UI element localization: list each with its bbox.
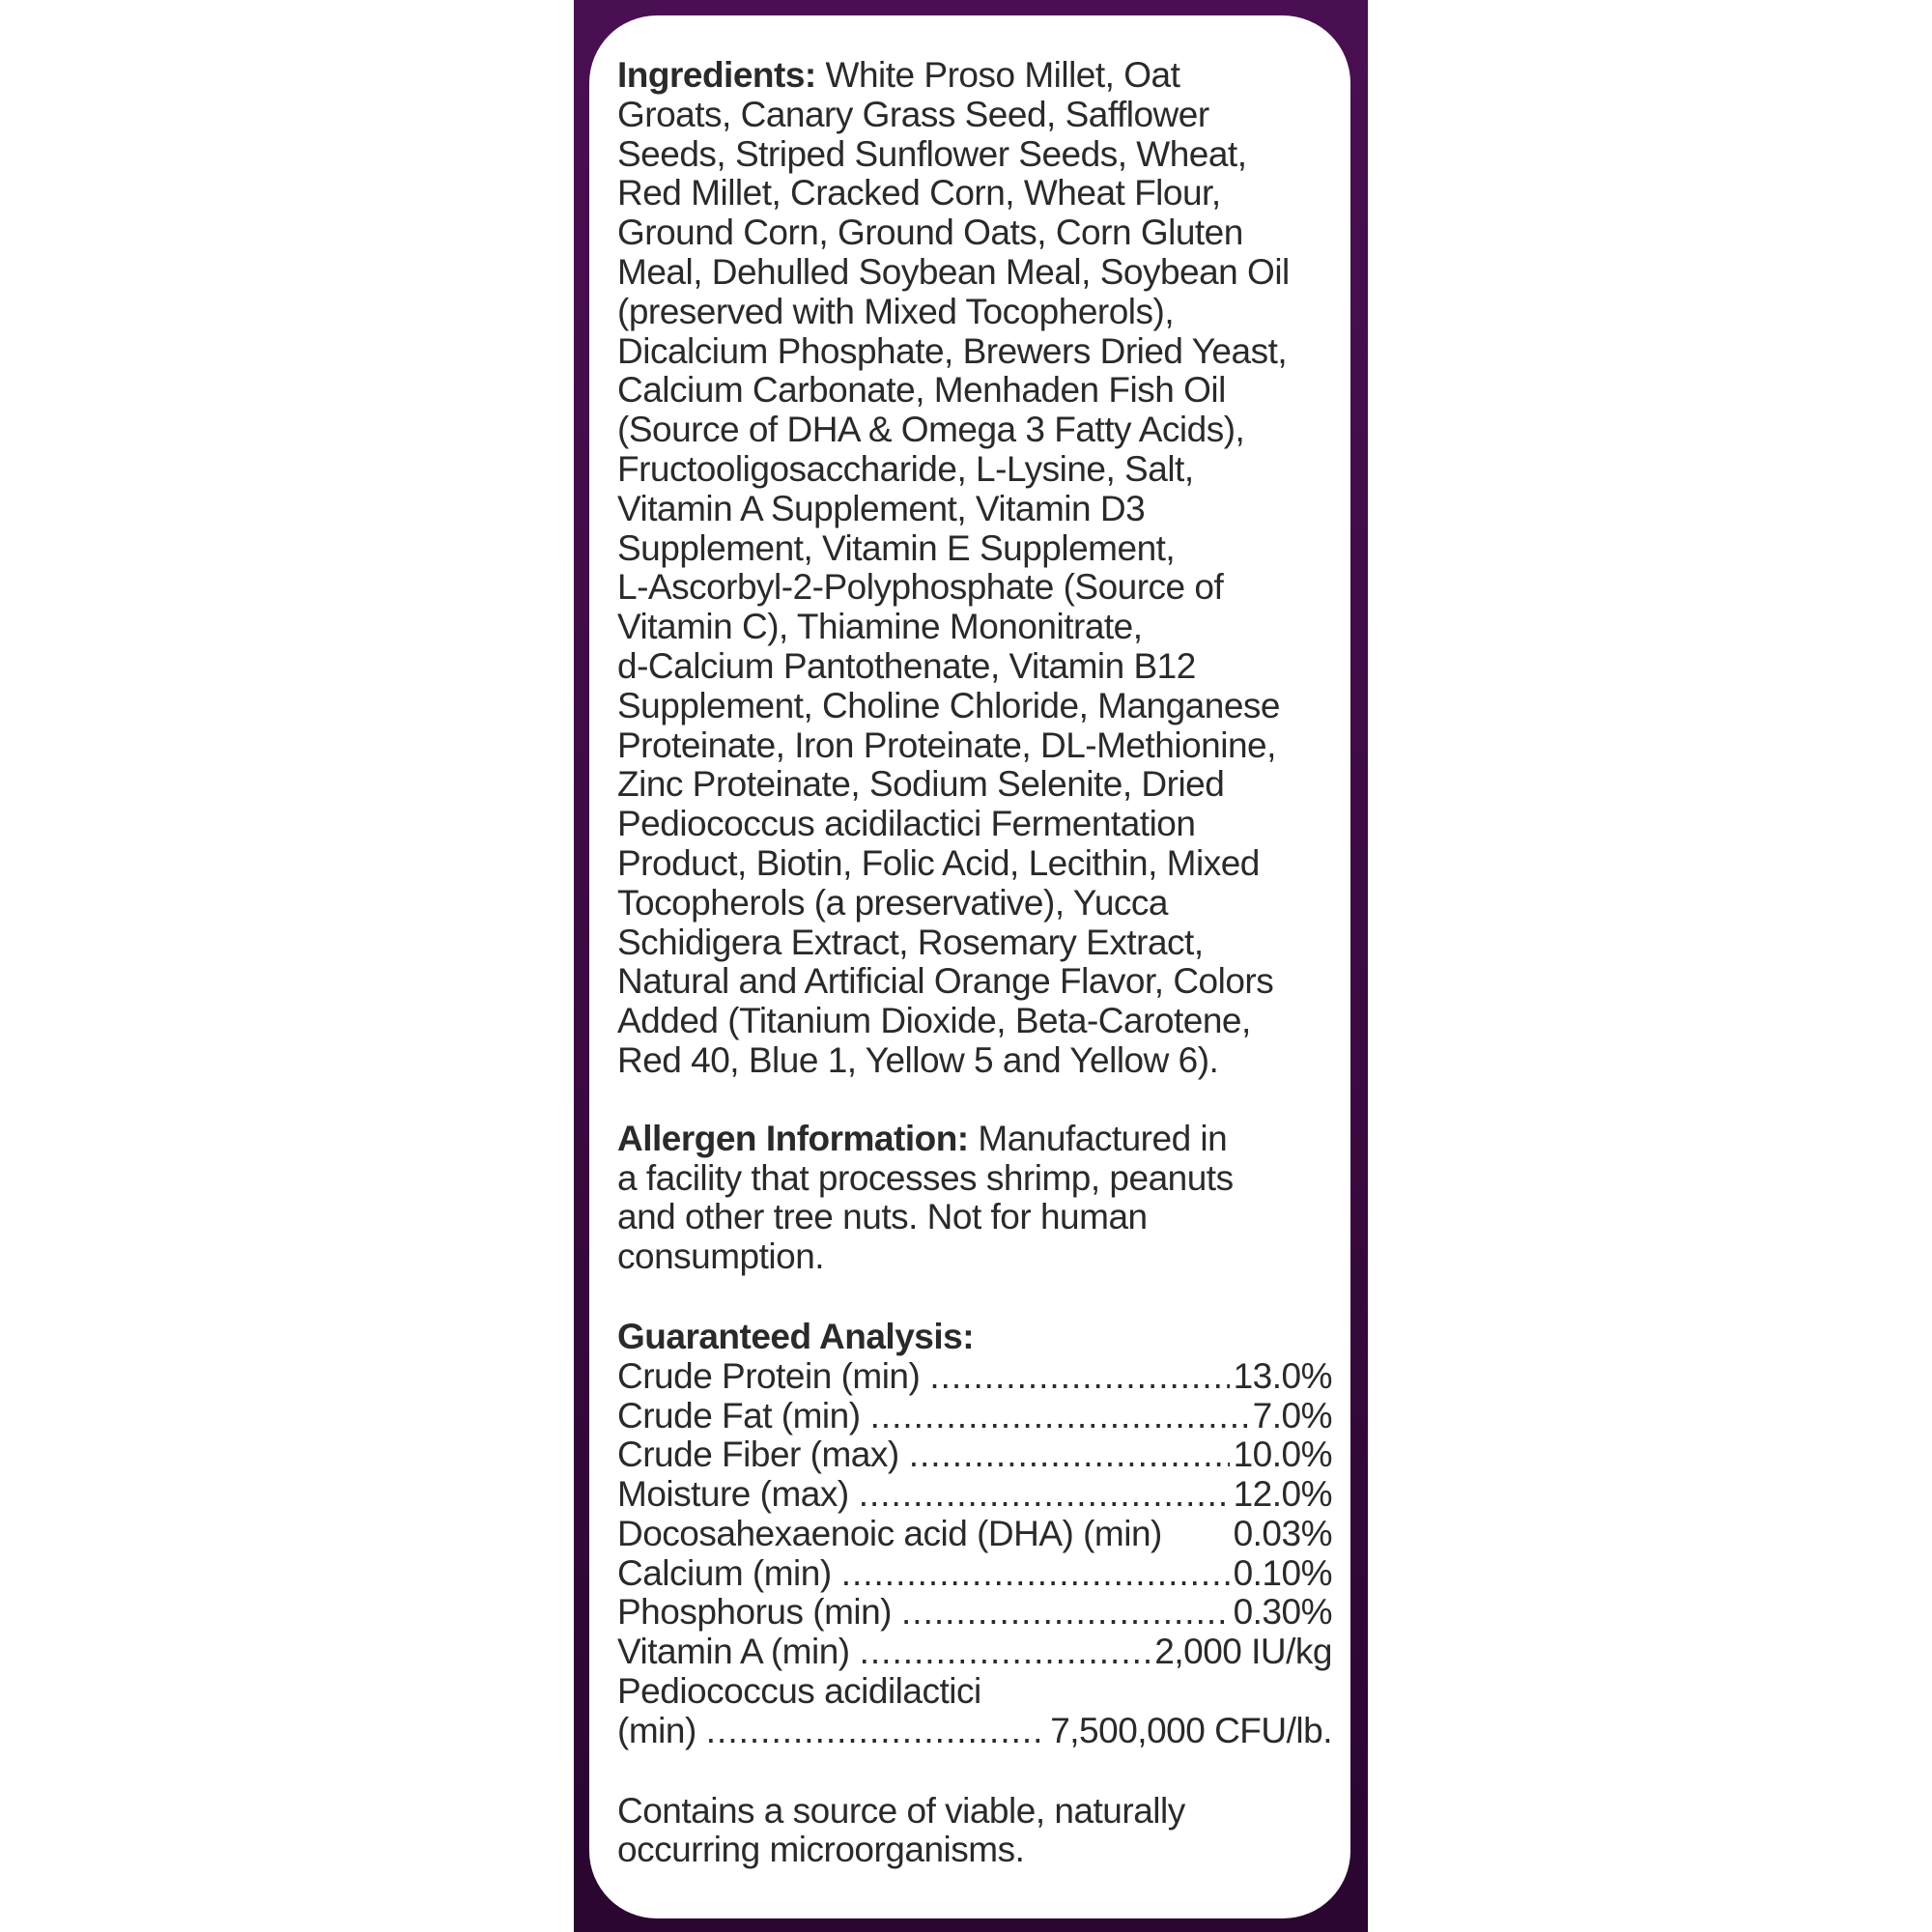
analysis-label: (min) — [617, 1711, 696, 1750]
microorganisms-note — [617, 1792, 1332, 1871]
analysis-row — [617, 1435, 1332, 1475]
ingredients-section — [617, 56, 1332, 1081]
analysis-value: 0.30% — [1233, 1593, 1332, 1633]
allergen-heading: Allergen Information: — [617, 1118, 969, 1158]
analysis-row — [617, 1397, 1332, 1436]
analysis-value: 13.0% — [1233, 1356, 1332, 1396]
analysis-row — [617, 1554, 1332, 1594]
analysis-value: 12.0% — [1233, 1475, 1332, 1515]
analysis-label: Crude Fat (min) — [617, 1396, 861, 1435]
analysis-value: 0.10% — [1233, 1553, 1332, 1593]
guaranteed-analysis-heading: Guaranteed Analysis: — [617, 1316, 975, 1356]
analysis-label: Docosahexaenoic acid (DHA) (min) — [617, 1514, 1162, 1553]
analysis-row — [617, 1593, 1332, 1633]
guaranteed-analysis-section — [617, 1318, 1332, 1751]
ingredients-paragraph — [617, 56, 1332, 1081]
analysis-value: 10.0% — [1233, 1435, 1332, 1475]
dot-leader — [860, 1633, 1151, 1672]
analysis-label: Phosphorus (min) — [617, 1593, 893, 1633]
allergen-text: Manufactured in a facility that processes shrimp, peanuts and other tree nuts. Not for human consumption. — [617, 1118, 1234, 1277]
dot-leader — [706, 1712, 1046, 1751]
ingredients-text: White Proso Millet, Oat Groats, Canary Grass Seed, Safflower Seeds, Striped Sunflower Seeds, Wheat, Red Millet, Cracked Corn, Wheat Flour, Ground Corn, Ground Oats, Corn Gluten Meal, Dehulled Soybean Meal, Soybean Oil (preserved with Mixed Tocopherols), Dicalcium Phosphate, Brewers Dried Yeast, Calcium Carbonate, Menhaden Fish Oil (Source of DHA & Omega 3 Fatty Acids), Fructooligosaccharide, L-Lysine, Salt, Vitamin A Supplement, Vitamin D3 Supplement, Vitamin E Supplement, L-Ascorbyl-2-Polyphosphate (Source of Vitamin C), Thiamine Mononitrate, d-Calcium Pantothenate, Vitamin B12 Supplement, Choline Chloride, Manganese Proteinate, Iron Proteinate, DL-Methionine, Zinc Proteinate, Sodium Selenite, Dried Pediococcus acidilactici Fermentation Product, Biotin, Folic Acid, Lecithin, Mixed Tocopherols (a preservative), Yucca Schidigera Extract, Rosemary Extract, Natural and Artificial Orange Flavor, Colors Added (Titanium Dioxide, Beta-Carotene, Red 40, Blue 1, Yellow 5 and Yellow 6). — [617, 55, 1290, 1080]
analysis-label: Moisture (max) — [617, 1475, 849, 1515]
label-content — [617, 56, 1332, 1870]
ingredients-heading: Ingredients: — [617, 55, 816, 95]
dot-leader — [841, 1554, 1230, 1594]
analysis-value: 7,500,000 CFU/lb. — [1050, 1711, 1332, 1750]
analysis-value: 0.03% — [1233, 1514, 1332, 1553]
dot-leader — [859, 1475, 1230, 1515]
allergen-paragraph — [617, 1120, 1332, 1277]
analysis-label: Calcium (min) — [617, 1553, 832, 1593]
dot-leader — [870, 1397, 1249, 1436]
analysis-row — [617, 1515, 1332, 1554]
analysis-value: 7.0% — [1252, 1396, 1332, 1435]
dot-leader — [909, 1435, 1230, 1475]
note-text: Contains a source of viable, naturally occurring microorganisms. — [617, 1790, 1185, 1870]
analysis-label: Crude Protein (min) — [617, 1356, 921, 1396]
analysis-value: 2,000 IU/kg — [1154, 1633, 1332, 1672]
analysis-row — [617, 1712, 1332, 1751]
analysis-row — [617, 1633, 1332, 1672]
analysis-row — [617, 1475, 1332, 1515]
pediococcus-label: Pediococcus acidilactici — [617, 1671, 981, 1712]
analysis-label: Crude Fiber (max) — [617, 1435, 899, 1475]
dot-leader — [901, 1593, 1230, 1633]
analysis-row — [617, 1357, 1332, 1397]
dot-leader — [929, 1357, 1229, 1397]
analysis-label: Vitamin A (min) — [617, 1633, 850, 1672]
allergen-section — [617, 1120, 1332, 1277]
